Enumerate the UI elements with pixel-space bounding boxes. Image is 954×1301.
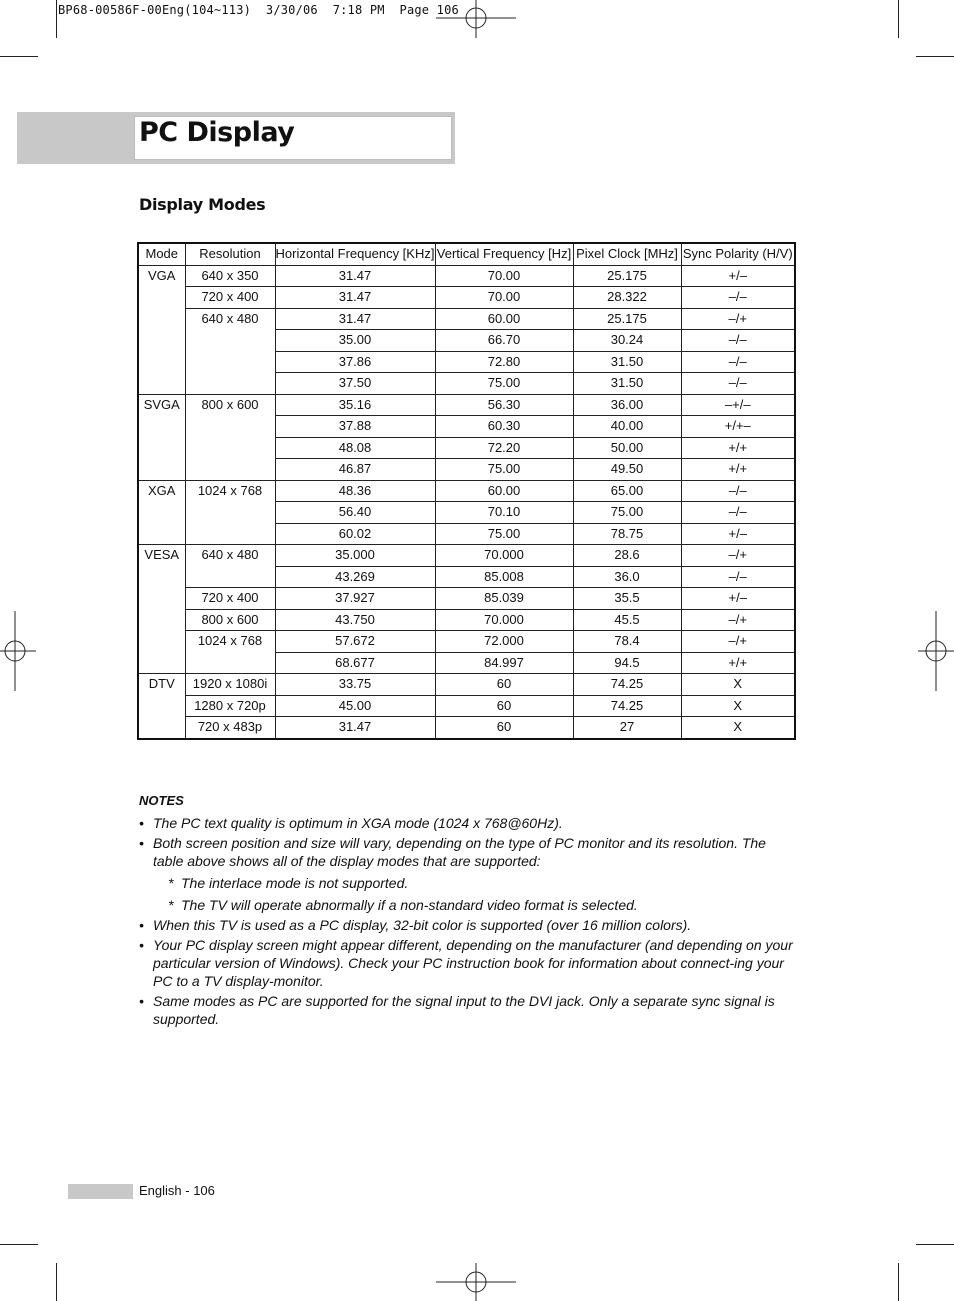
table-cell: 75.00 [573,502,681,524]
table-cell: 70.000 [435,609,573,631]
table-cell: 70.00 [435,265,573,287]
table-row [138,674,795,696]
table-cell: 43.750 [275,609,435,631]
table-cell: +/+ [681,459,795,481]
section-heading: Display Modes [139,195,266,214]
page-number: English - 106 [139,1183,215,1198]
notes-section [139,792,799,1030]
table-cell: 28.322 [573,287,681,309]
bullet-icon: • [139,993,144,1009]
registration-mark-bottom [436,1263,516,1301]
table-cell: 56.40 [275,502,435,524]
table-cell: 60 [435,717,573,739]
table-cell: 46.87 [275,459,435,481]
notes-title: NOTES [139,793,184,808]
note-sub-item [153,874,799,892]
column-header: Resolution [185,243,275,265]
table-row [138,394,795,416]
table-row [138,265,795,287]
column-header: Horizontal Frequency [KHz] [275,243,435,265]
mode-cell: VESA [138,545,185,674]
table-cell: 85.039 [435,588,573,610]
table-cell: –/– [681,502,795,524]
table-cell: 31.50 [573,373,681,395]
table-cell: +/+ [681,437,795,459]
table-cell: 45.00 [275,695,435,717]
table-cell: –/– [681,480,795,502]
table-cell: 45.5 [573,609,681,631]
footer-bar [68,1184,133,1199]
table-cell: 50.00 [573,437,681,459]
table-cell: 31.47 [275,717,435,739]
note-text: Same modes as PC are supported for the signal input to the DVI jack. Only a separate sync signal is supported. [153,993,775,1027]
table-cell: 74.25 [573,695,681,717]
table-cell: –/– [681,373,795,395]
table-row [138,631,795,653]
table-cell: X [681,674,795,696]
table-row [138,480,795,502]
mode-cell: VGA [138,265,185,394]
table-cell: 40.00 [573,416,681,438]
column-header: Sync Polarity (H/V) [681,243,795,265]
table-cell: 48.08 [275,437,435,459]
note-text: Your PC display screen might appear different, depending on the manufacturer (and depending on your particular version of Windows). Check your PC instruction book for information about connect-ing your PC to a TV display-monitor. [153,937,793,989]
resolution-cell: 640 x 350 [185,265,275,287]
crop-mark [898,1263,899,1301]
table-row [138,308,795,330]
table-cell: 60.30 [435,416,573,438]
resolution-cell: 800 x 600 [185,394,275,480]
resolution-cell: 1024 x 768 [185,480,275,545]
table-cell: 49.50 [573,459,681,481]
table-cell: 70.10 [435,502,573,524]
crop-mark [916,56,954,57]
bullet-icon: • [139,917,144,933]
note-item [139,916,799,934]
table-cell: 66.70 [435,330,573,352]
column-header: Pixel Clock [MHz] [573,243,681,265]
table-row [138,695,795,717]
table-cell: 36.00 [573,394,681,416]
table-cell: 31.47 [275,308,435,330]
crop-mark [0,56,38,57]
table-body [138,265,795,739]
resolution-cell: 1920 x 1080i [185,674,275,696]
table-cell: 57.672 [275,631,435,653]
table-cell: –/+ [681,609,795,631]
table-cell: 60.00 [435,308,573,330]
table-cell: –/+ [681,308,795,330]
page-title: PC Display [139,117,295,148]
table-cell: –/– [681,287,795,309]
column-header: Mode [138,243,185,265]
table-cell: 68.677 [275,652,435,674]
table-cell: 72.000 [435,631,573,653]
table-cell: –/+ [681,545,795,567]
resolution-cell: 1024 x 768 [185,631,275,674]
table-cell: 36.0 [573,566,681,588]
table-cell: 35.00 [275,330,435,352]
table-cell: 70.000 [435,545,573,567]
table-cell: 37.50 [275,373,435,395]
resolution-cell: 720 x 483p [185,717,275,739]
table-cell: 30.24 [573,330,681,352]
table-cell: 48.36 [275,480,435,502]
table-cell: 78.4 [573,631,681,653]
crop-mark [56,0,57,38]
table-cell: 31.50 [573,351,681,373]
table-cell: –/– [681,566,795,588]
mode-cell: DTV [138,674,185,739]
note-sub-item [153,896,799,914]
resolution-cell: 720 x 400 [185,287,275,309]
mode-cell: SVGA [138,394,185,480]
table-cell: 31.47 [275,287,435,309]
column-header: Vertical Frequency [Hz] [435,243,573,265]
table-cell: 72.20 [435,437,573,459]
print-slug: BP68-00586F-00Eng(104~113) 3/30/06 7:18 PM Page 106 [58,3,459,17]
table-cell: +/– [681,265,795,287]
note-sub-text: The TV will operate abnormally if a non-standard video format is selected. [181,897,638,913]
table-cell: +/– [681,523,795,545]
resolution-cell: 640 x 480 [185,308,275,394]
registration-mark-left [0,611,36,691]
table-cell: –/– [681,351,795,373]
registration-mark-top [436,0,516,38]
table-cell: 84.997 [435,652,573,674]
table-cell: 35.000 [275,545,435,567]
table-cell: +/– [681,588,795,610]
table-cell: 72.80 [435,351,573,373]
table-cell: +/+– [681,416,795,438]
table-cell: 28.6 [573,545,681,567]
note-text: Both screen position and size will vary, depending on the type of PC monitor and its resolution. The table above shows all of the display modes that are supported: [153,835,766,869]
crop-mark [898,0,899,38]
table-cell: 27 [573,717,681,739]
table-cell: 25.175 [573,265,681,287]
crop-mark [56,1263,57,1301]
resolution-cell: 800 x 600 [185,609,275,631]
note-item [139,992,799,1028]
note-item [139,936,799,990]
note-text: When this TV is used as a PC display, 32-bit color is supported (over 16 million colors). [153,917,692,933]
crop-mark [0,1244,38,1245]
table-cell: +/+ [681,652,795,674]
table-cell: 35.16 [275,394,435,416]
resolution-cell: 1280 x 720p [185,695,275,717]
table-row [138,287,795,309]
table-cell: 37.86 [275,351,435,373]
table-cell: 37.88 [275,416,435,438]
table-row [138,588,795,610]
note-item [139,814,799,832]
bullet-icon: • [139,835,144,851]
note-item [139,834,799,914]
note-sub-text: The interlace mode is not supported. [181,875,409,891]
table-cell: 75.00 [435,459,573,481]
table-cell: 75.00 [435,373,573,395]
registration-mark-right [918,611,954,691]
table-cell: 60 [435,695,573,717]
table-cell: 70.00 [435,287,573,309]
table-cell: –/– [681,330,795,352]
table-cell: X [681,717,795,739]
table-cell: 33.75 [275,674,435,696]
table-header-row [138,243,795,265]
table-cell: 85.008 [435,566,573,588]
table-cell: 78.75 [573,523,681,545]
table-cell: 56.30 [435,394,573,416]
table-row [138,609,795,631]
table-cell: X [681,695,795,717]
table-cell: 60.02 [275,523,435,545]
table-row [138,717,795,739]
asterisk-icon: * [168,897,174,913]
table-cell: 37.927 [275,588,435,610]
table-cell: 60.00 [435,480,573,502]
mode-cell: XGA [138,480,185,545]
table-cell: 74.25 [573,674,681,696]
table-cell: 43.269 [275,566,435,588]
bullet-icon: • [139,937,144,953]
resolution-cell: 640 x 480 [185,545,275,588]
table-cell: 60 [435,674,573,696]
table-cell: 31.47 [275,265,435,287]
bullet-icon: • [139,815,144,831]
display-modes-table [137,242,796,740]
crop-mark [916,1244,954,1245]
table-cell: 25.175 [573,308,681,330]
table-cell: 94.5 [573,652,681,674]
table-cell: 35.5 [573,588,681,610]
table-cell: 75.00 [435,523,573,545]
resolution-cell: 720 x 400 [185,588,275,610]
notes-list [139,814,799,1028]
table-cell: –+/– [681,394,795,416]
note-text: The PC text quality is optimum in XGA mode (1024 x 768@60Hz). [153,815,563,831]
table-cell: 65.00 [573,480,681,502]
table-cell: –/+ [681,631,795,653]
asterisk-icon: * [168,875,174,891]
table-row [138,545,795,567]
